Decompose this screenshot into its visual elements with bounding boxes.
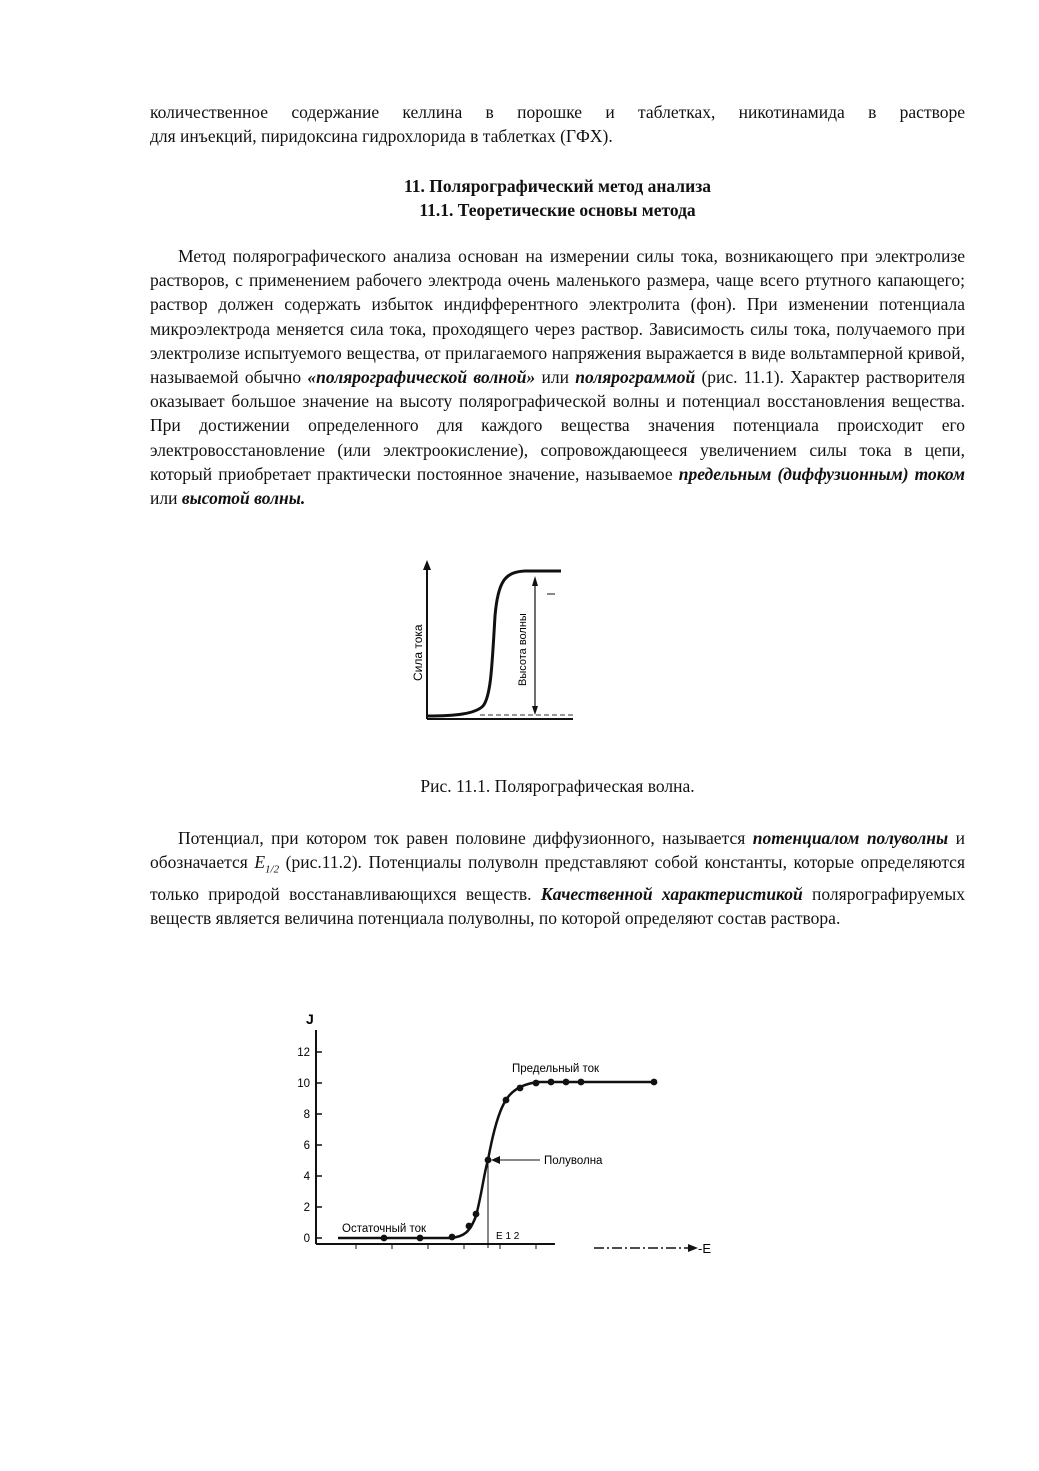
fig1-y-label: Сила тока bbox=[411, 624, 425, 681]
fig2-y-tick-label: 6 bbox=[303, 1140, 310, 1152]
fig1-height-label: Высота волны bbox=[517, 613, 529, 686]
para2-text-1: Потенциал, при котором ток равен половине диффузионного, называется bbox=[178, 828, 753, 848]
paragraph-half-wave bbox=[150, 826, 965, 930]
symbol-e-half: $E_{1/2}$ bbox=[254, 852, 280, 876]
intro-line-1: количественное содержание келлина в порошке и таблетках, никотинамида в растворе bbox=[150, 102, 965, 122]
fig2-residual-label: Остаточный ток bbox=[342, 1223, 427, 1235]
fig2-data-point bbox=[563, 1079, 570, 1086]
fig2-y-tick-label: 8 bbox=[303, 1109, 310, 1121]
para1-text-4: или bbox=[150, 488, 182, 509]
fig2-data-point bbox=[578, 1079, 585, 1086]
figure-polarographic-wave bbox=[405, 556, 585, 726]
fig2-data-point bbox=[503, 1097, 510, 1104]
fig2-y-tick-label: 4 bbox=[303, 1171, 310, 1183]
figure-half-wave-potential bbox=[270, 1008, 730, 1264]
fig2-y-axis-label: J bbox=[306, 1011, 314, 1027]
intro-paragraph bbox=[150, 100, 965, 148]
fig2-potential-arrow bbox=[688, 1244, 698, 1252]
para2-text-3: (рис.11.2). Потенциалы полуволн представляют собой константы, которые определяются только природой восстанавливающихся веществ. bbox=[150, 852, 965, 904]
section-heading: 11.1. Теоретические основы метода bbox=[419, 200, 696, 220]
paragraph-method bbox=[150, 244, 965, 510]
fig2-data-point bbox=[548, 1079, 555, 1086]
fig2-y-ticks bbox=[297, 1047, 322, 1245]
fig2-limit-label: Предельный ток bbox=[512, 1063, 600, 1075]
term-half-wave-potential: потенциалом полуволны bbox=[752, 828, 949, 848]
para1-text-1: Метод полярографического анализа основан на измерении силы тока, возникающего при электролизе растворов, с применением рабочего электрода очень маленького размера, чаще всего ртутного капающего; раствор должен содержать избыток индифферентного электролита (фон). При изменении потенциала микроэлектрода меняется сила тока, проходящего через раствор. Зависимость силы тока, получаемого при электролизе испытуемого вещества, от прилагаемого напряжения выражается в виде вольтамперной кривой, называемой обычно bbox=[150, 246, 965, 388]
fig2-data-point bbox=[417, 1235, 424, 1242]
para1-text-3: (рис. 11.1). Характер растворителя оказывает большое значение на высоту полярографической волны и потенциал восстановления вещества. При достижении определенного для каждого вещества значения потенциала происходит его электровосстановление (или электроокисление), сопровождающееся увеличением силы тока в цепи, который приобретает практически постоянное значение, называемое bbox=[150, 367, 966, 484]
fig2-y-tick-label: 12 bbox=[297, 1047, 310, 1059]
fig2-data-point bbox=[449, 1234, 456, 1241]
fig2-data-point bbox=[651, 1079, 658, 1086]
fig1-y-arrow bbox=[423, 560, 431, 570]
fig2-data-point bbox=[517, 1085, 524, 1092]
chapter-heading: 11. Полярографический метод анализа bbox=[404, 176, 711, 196]
term-qualitative-characteristic: Качественной характеристикой bbox=[540, 883, 803, 904]
para1-text-2: или bbox=[535, 367, 576, 388]
fig2-axis-label: -Е bbox=[698, 1241, 711, 1256]
term-limiting-current: предельным (диффузионным) током bbox=[678, 463, 965, 484]
fig1-height-arrow-top bbox=[532, 576, 538, 586]
fig2-y-tick-label: 2 bbox=[303, 1202, 310, 1214]
term-polarographic-wave: «полярографической волной» bbox=[307, 367, 536, 388]
fig2-y-tick-label: 10 bbox=[297, 1078, 310, 1090]
fig2-e-half-label: Е 1 2 bbox=[496, 1231, 520, 1242]
fig2-data-point bbox=[466, 1223, 473, 1230]
section-headings bbox=[150, 174, 965, 222]
figure1-caption: Рис. 11.1. Полярографическая волна. bbox=[420, 776, 695, 796]
fig2-half-arrow-head bbox=[491, 1156, 500, 1164]
fig2-data-point bbox=[381, 1235, 388, 1242]
fig2-half-label: Полуволна bbox=[544, 1155, 603, 1167]
term-polarogram: полярограммой bbox=[575, 367, 696, 388]
term-wave-height: высотой волны. bbox=[181, 488, 306, 509]
fig1-wave-curve bbox=[427, 571, 561, 716]
intro-line-2: для инъекций, пиридоксина гидрохлорида в таблетках (ГФХ). bbox=[150, 126, 613, 147]
fig2-data-point bbox=[473, 1211, 480, 1218]
fig2-y-tick-label: 0 bbox=[303, 1233, 310, 1245]
para2-text-2: и обозначается bbox=[150, 828, 965, 873]
para2-text-4: полярографируемых веществ является величина потенциала полуволны, по которой определяют состав раствора. bbox=[150, 883, 965, 929]
fig2-data-point bbox=[533, 1080, 540, 1087]
fig1-height-arrow-bottom bbox=[532, 706, 538, 715]
